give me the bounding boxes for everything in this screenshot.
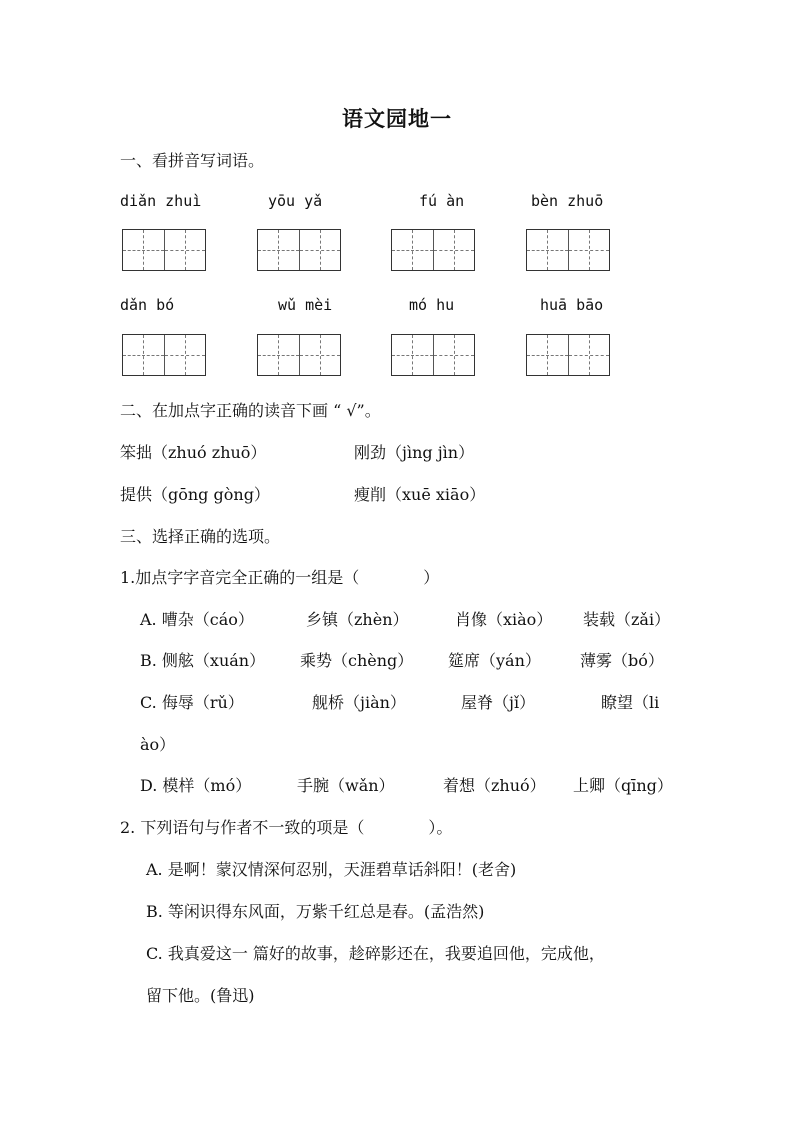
writing-grid[interactable] bbox=[526, 334, 610, 376]
reading-item: 笨拙（zhuó zhuō） bbox=[120, 443, 267, 462]
option-c: C. 侮辱（rǔ） bbox=[140, 693, 244, 712]
question-2-stem: 2. 下列语句与作者不一致的项是（ ）。 bbox=[120, 818, 453, 837]
writing-grid[interactable] bbox=[526, 229, 610, 271]
pinyin-label: fú àn bbox=[419, 192, 465, 210]
option-a: 肖像（xiào） bbox=[455, 610, 553, 629]
option-b: B. 侧舷（xuán） bbox=[140, 651, 266, 670]
section2-heading: 二、在加点字正确的读音下画 “ √”。 bbox=[120, 401, 381, 420]
q2-option-b: B. 等闲识得东风面，万紫千红总是春。(孟浩然) bbox=[146, 902, 485, 921]
writing-grid[interactable] bbox=[122, 229, 206, 271]
option-a: A. 嘈杂（cáo） bbox=[140, 610, 254, 629]
reading-item: 刚劲（jìng jìn） bbox=[354, 443, 475, 462]
writing-grid[interactable] bbox=[122, 334, 206, 376]
option-d: D. 模样（mó） bbox=[140, 776, 252, 795]
pinyin-label: dǎn bó bbox=[120, 296, 175, 314]
pinyin-label: mó hu bbox=[409, 296, 455, 314]
option-d: 上卿（qīng） bbox=[573, 776, 673, 795]
writing-grid[interactable] bbox=[391, 229, 475, 271]
option-b: 薄雾（bó） bbox=[580, 651, 664, 670]
q2-option-c: C. 我真爱这一 篇好的故事，趁碎影还在，我要追回他，完成他， bbox=[146, 944, 605, 963]
pinyin-label: diǎn zhuì bbox=[120, 192, 202, 210]
section1-heading: 一、看拼音写词语。 bbox=[120, 151, 265, 170]
option-a: 乡镇（zhèn） bbox=[306, 610, 409, 629]
writing-grid[interactable] bbox=[257, 229, 341, 271]
writing-grid[interactable] bbox=[257, 334, 341, 376]
pinyin-label: wǔ mèi bbox=[278, 296, 333, 314]
writing-grid[interactable] bbox=[391, 334, 475, 376]
pinyin-label: huā bāo bbox=[540, 296, 604, 314]
pinyin-label: bèn zhuō bbox=[531, 192, 604, 210]
option-b: 筵席（yán） bbox=[448, 651, 541, 670]
option-c: 舰桥（jiàn） bbox=[312, 693, 406, 712]
section3-heading: 三、选择正确的选项。 bbox=[120, 527, 281, 546]
q2-option-c-continued: 留下他。(鲁迅) bbox=[146, 986, 255, 1005]
option-d: 着想（zhuó） bbox=[443, 776, 546, 795]
page-title: 语文园地一 bbox=[342, 106, 452, 131]
option-a: 装载（zǎi） bbox=[583, 610, 671, 629]
option-c: 瞭望（li bbox=[601, 693, 660, 712]
reading-item: 瘦削（xuē xiāo） bbox=[354, 485, 486, 504]
q2-option-a: A. 是啊！蒙汉情深何忍别，天涯碧草话斜阳！(老舍) bbox=[146, 860, 517, 879]
question-1-stem: 1.加点字字音完全正确的一组是（ ） bbox=[120, 568, 440, 587]
option-d: 手腕（wǎn） bbox=[297, 776, 395, 795]
reading-item: 提供（gōng gòng） bbox=[120, 485, 270, 504]
option-b: 乘势（chèng） bbox=[300, 651, 414, 670]
pinyin-label: yōu yǎ bbox=[268, 192, 323, 210]
option-c: 屋脊（jǐ） bbox=[461, 693, 536, 712]
option-c-continued: ào） bbox=[140, 735, 176, 754]
